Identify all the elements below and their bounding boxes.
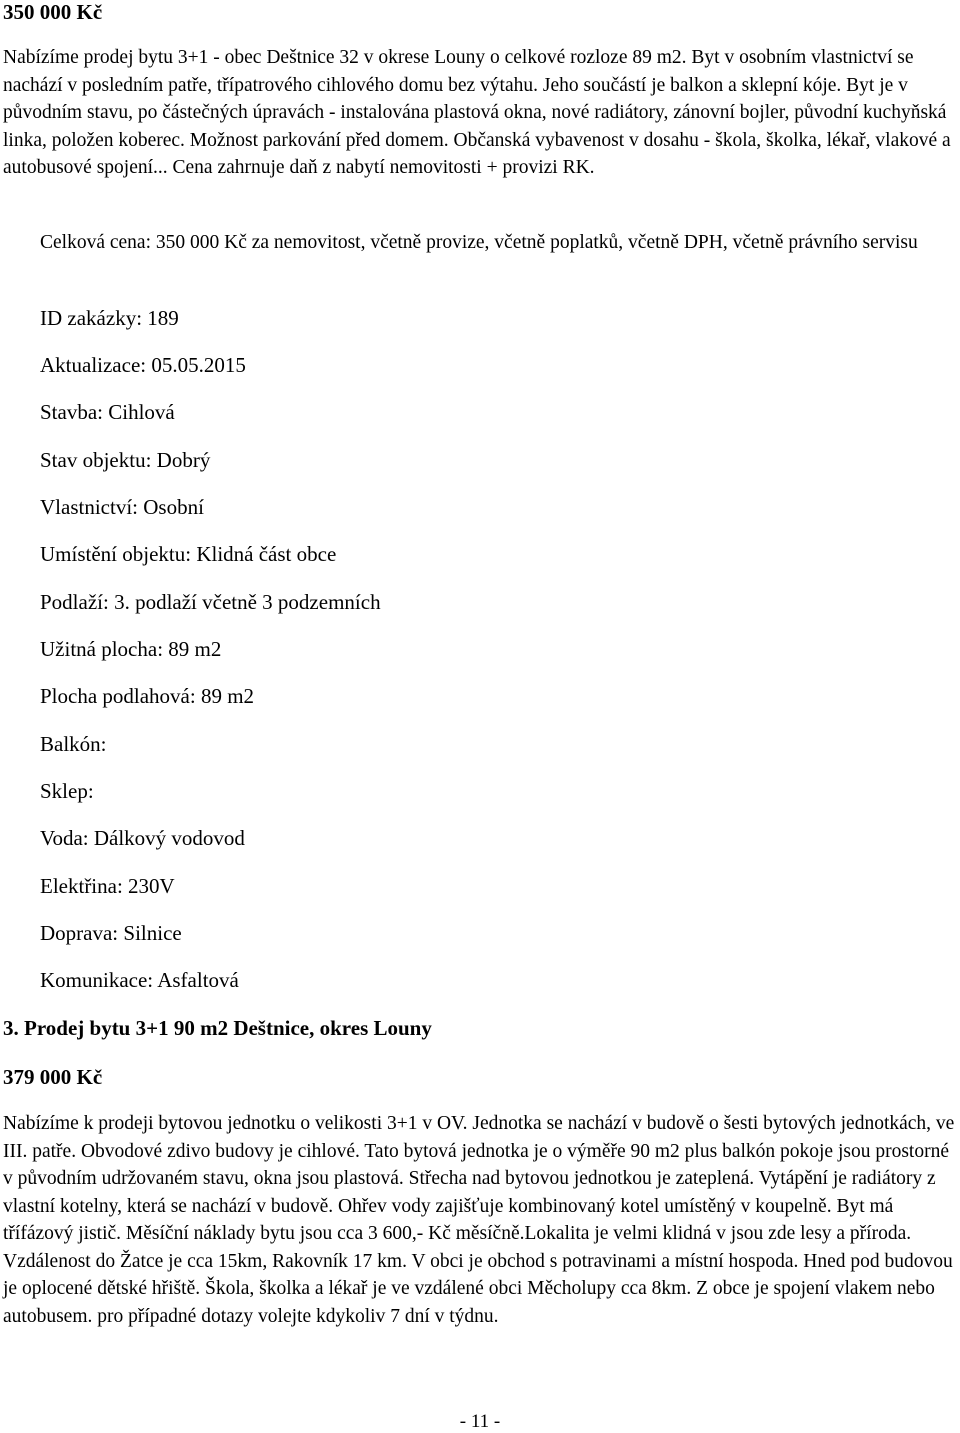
attr-road: Komunikace: Asfaltová xyxy=(40,968,239,992)
attr-condition: Stav objektu: Dobrý xyxy=(40,448,211,472)
listing-description: Nabízíme k prodeji bytovou jednotku o velikosti 3+1 v OV. Jednotka se nachází v budově o šesti bytových jednotkách, ve III. patře. Obvodové zdivo budovy je cihlové. Tato bytová jednotka je o výměře 90 m2 plus balkón pokoje jsou prostorné v původním udržovaném stavu, okna jsou plastová. Střecha nad bytovou jednotkou je zateplená. Vytápění je radiátory z vlastní kotelny, která se nachází v budově. Ohřev vody zajišťuje kombinovaný kotel umístěný v koupelně. Byt má třífázový jistič. Měsíční náklady bytu jsou cca 3 600,- Kč měsíčně.Lokalita je velmi klidná v jsou zde lesy a příroda. Vzdálenost do Žatce je cca 15km, Rakovník 17 km. V obci je obchod s potravinami a místní hospoda. Hned pod budovou je oplocené dětské hřiště. Škola, školka a lékař je ve vzdálené obci Měcholupy cca 8km. Z obce je spojení vlakem nebo autobusem. pro případné dotazy volejte kdykoliv 7 dní v týdnu. xyxy=(3,1113,955,1327)
attr-water: Voda: Dálkový vodovod xyxy=(40,826,245,850)
attr-construction: Stavba: Cihlová xyxy=(40,400,175,424)
attr-ownership: Vlastnictví: Osobní xyxy=(40,495,204,519)
attr-floors: Podlaží: 3. podlaží včetně 3 podzemních xyxy=(40,590,381,614)
attr-balcony: Balkón: xyxy=(40,732,107,756)
total-price-note: Celková cena: 350 000 Kč za nemovitost, včetně provize, včetně poplatků, včetně DPH, včetně právního servisu xyxy=(40,232,918,253)
attr-location: Umístění objektu: Klidná část obce xyxy=(40,542,337,566)
attr-cellar: Sklep: xyxy=(40,779,94,803)
listing-price: 379 000 Kč xyxy=(3,1065,103,1089)
listing-title: 3. Prodej bytu 3+1 90 m2 Deštnice, okres Louny xyxy=(3,1016,432,1040)
listing-price: 350 000 Kč xyxy=(3,0,103,24)
attr-order-id: ID zakázky: 189 xyxy=(40,306,179,330)
attr-electricity: Elektřina: 230V xyxy=(40,874,175,898)
attr-usable-area: Užitná plocha: 89 m2 xyxy=(40,637,222,661)
attr-transport: Doprava: Silnice xyxy=(40,921,182,945)
attr-floor-area: Plocha podlahová: 89 m2 xyxy=(40,684,255,708)
listing-description: Nabízíme prodej bytu 3+1 - obec Deštnice 32 v okrese Louny o celkové rozloze 89 m2. Byt v osobním vlastnictví se nachází v posledním patře, třípatrového cihlového domu bez výtahu. Jeho součástí je balkon a sklepní kóje. Byt je v původním stavu, po částečných úpravách - instalována plastová okna, nové radiátory, zánovní bojler, původní kuchyňská linka, položen koberec. Možnost parkování před domem. Občanská vybavenost v dosahu - škola, školka, lékař, vlakové a autobusové spojení... Cena zahrnuje daň z nabytí nemovitosti + provizi RK. xyxy=(3,47,951,178)
page-number: - 11 - xyxy=(459,1411,501,1432)
attr-updated: Aktualizace: 05.05.2015 xyxy=(40,353,246,377)
